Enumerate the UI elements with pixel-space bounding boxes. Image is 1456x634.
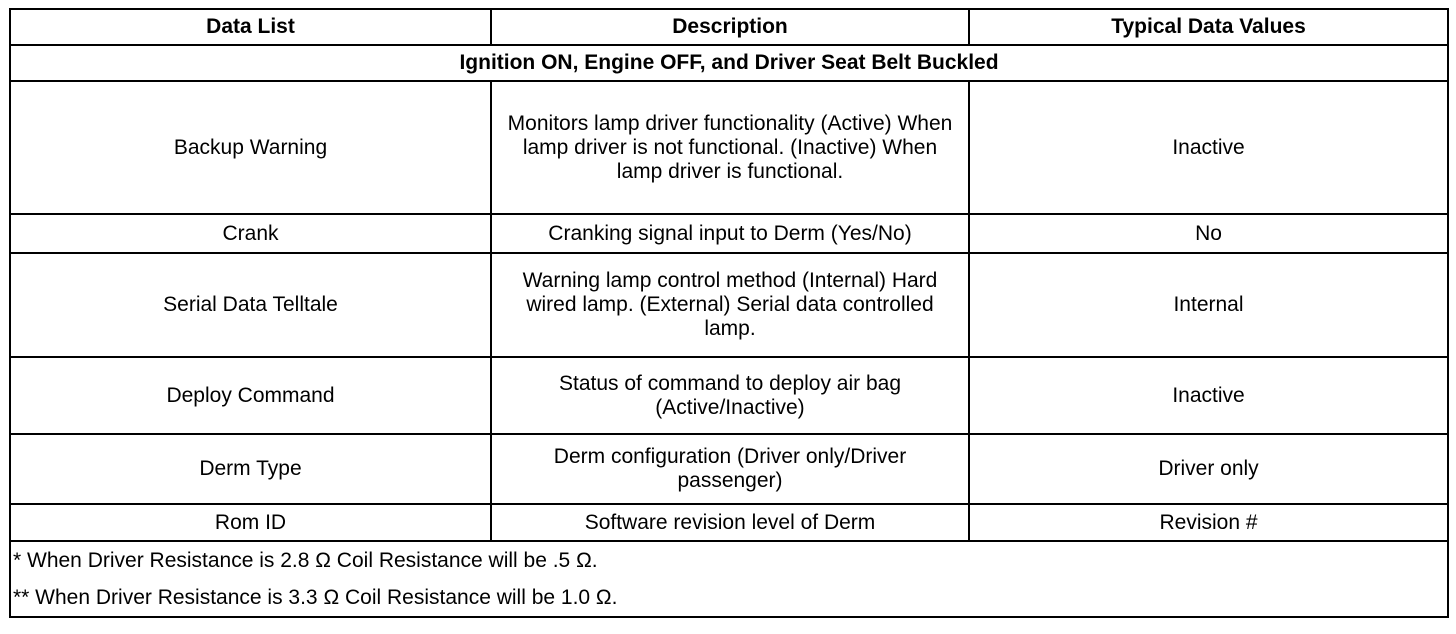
- description-cell: Status of command to deploy air bag (Active/Inactive): [491, 357, 969, 434]
- data-list-cell: Rom ID: [10, 504, 491, 541]
- typical-value-cell: Driver only: [969, 434, 1448, 504]
- section-row: [10, 45, 1448, 81]
- description-cell: Warning lamp control method (Internal) Hard wired lamp. (External) Serial data controlled lamp.: [491, 253, 969, 357]
- description-cell: Derm configuration (Driver only/Driver passenger): [491, 434, 969, 504]
- table-row: [10, 504, 1448, 541]
- footnote-row: [10, 541, 1448, 579]
- typical-value-cell: Revision #: [969, 504, 1448, 541]
- footnote-2: ** When Driver Resistance is 3.3 Ω Coil Resistance will be 1.0 Ω.: [10, 579, 1448, 617]
- description-cell: Cranking signal input to Derm (Yes/No): [491, 214, 969, 253]
- column-header-description: Description: [491, 9, 969, 45]
- data-list-table: [9, 8, 1449, 618]
- section-title: Ignition ON, Engine OFF, and Driver Seat Belt Buckled: [10, 45, 1448, 81]
- data-list-cell: Crank: [10, 214, 491, 253]
- table-row: [10, 81, 1448, 214]
- table-row: [10, 357, 1448, 434]
- description-cell: Monitors lamp driver functionality (Active) When lamp driver is not functional. (Inactive) When lamp driver is functional.: [491, 81, 969, 214]
- data-list-cell: Backup Warning: [10, 81, 491, 214]
- table-row: [10, 214, 1448, 253]
- footnote-1: * When Driver Resistance is 2.8 Ω Coil Resistance will be .5 Ω.: [10, 541, 1448, 579]
- column-header-typical-values: Typical Data Values: [969, 9, 1448, 45]
- typical-value-cell: Inactive: [969, 357, 1448, 434]
- data-list-cell: Derm Type: [10, 434, 491, 504]
- data-list-cell: Serial Data Telltale: [10, 253, 491, 357]
- table-row: [10, 253, 1448, 357]
- table-header-row: [10, 9, 1448, 45]
- data-list-table-container: [9, 8, 1447, 618]
- typical-value-cell: Internal: [969, 253, 1448, 357]
- footnote-row: [10, 579, 1448, 617]
- description-cell: Software revision level of Derm: [491, 504, 969, 541]
- typical-value-cell: Inactive: [969, 81, 1448, 214]
- column-header-data-list: Data List: [10, 9, 491, 45]
- data-list-cell: Deploy Command: [10, 357, 491, 434]
- typical-value-cell: No: [969, 214, 1448, 253]
- table-row: [10, 434, 1448, 504]
